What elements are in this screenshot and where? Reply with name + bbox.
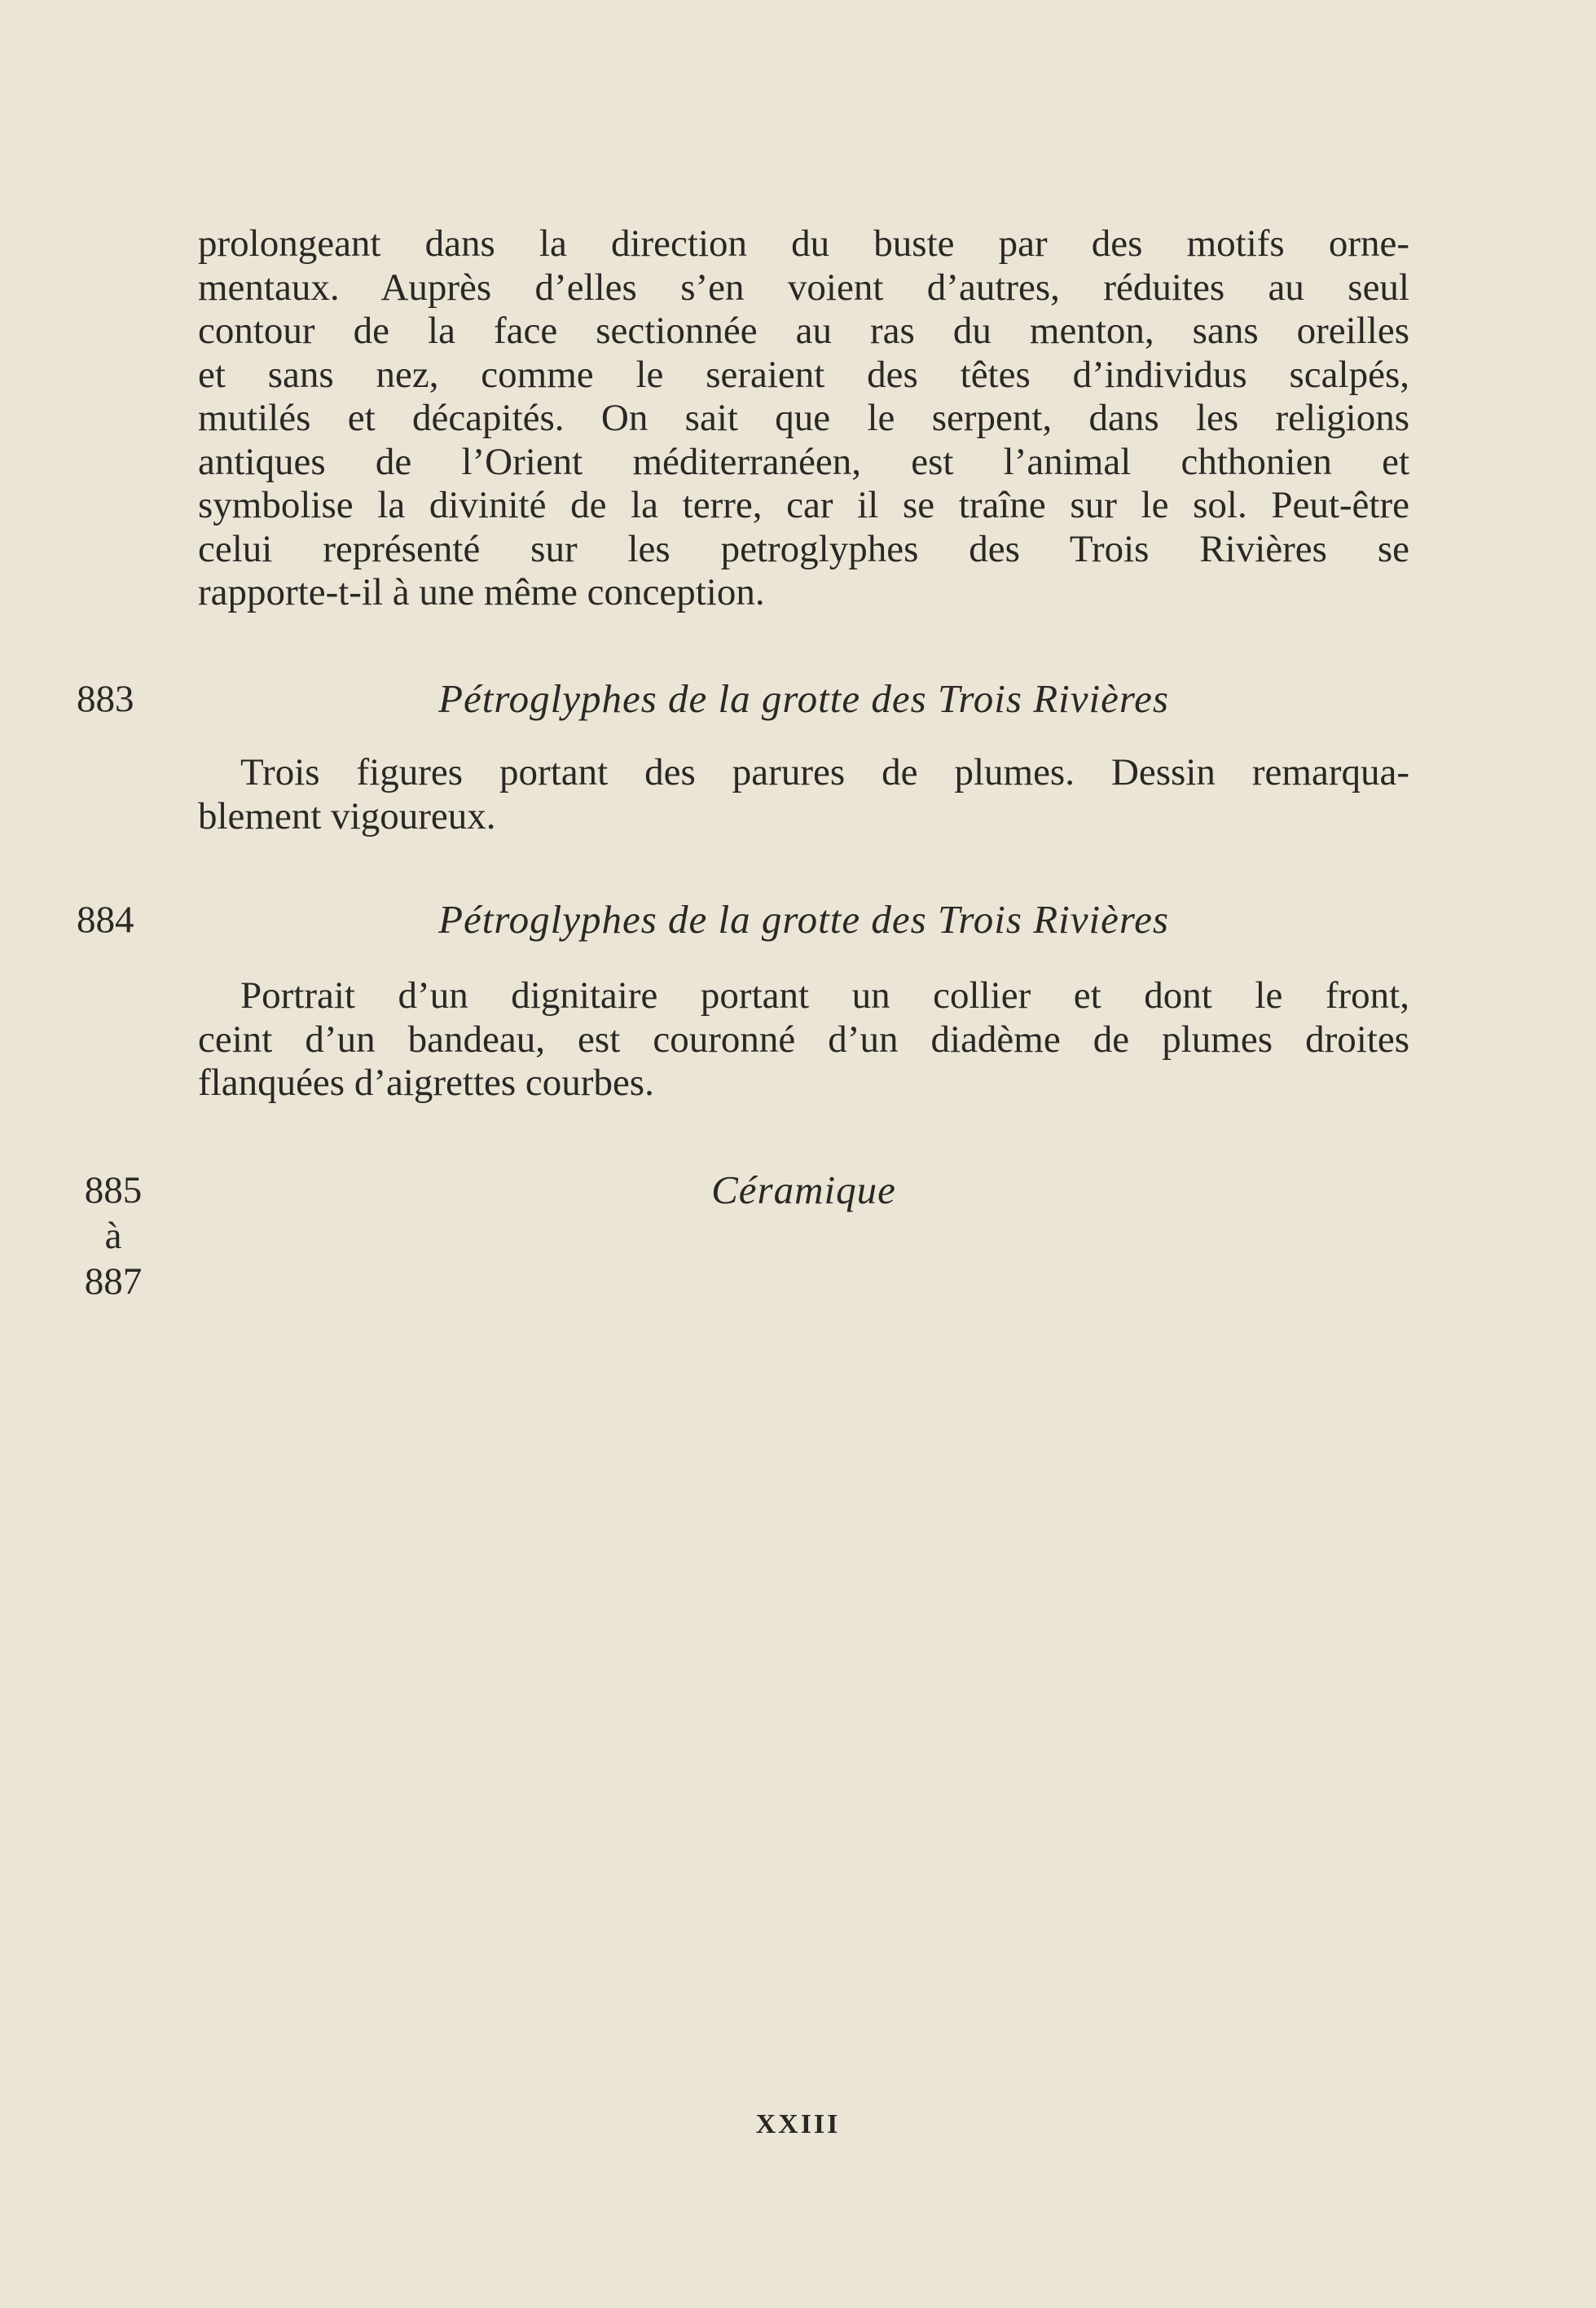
text-line: mutilés et décapités. On sait que le serpent, dans les religions	[198, 397, 1409, 439]
entry-number-from: 885	[84, 1169, 143, 1211]
text-line: celui représenté sur les petroglyphes des Trois Rivières se	[198, 527, 1409, 570]
entry-title: Pétroglyphes de la grotte des Trois Rivières	[438, 676, 1169, 721]
intro-paragraph	[198, 222, 1409, 615]
entry-description	[198, 751, 1409, 838]
page-folio: XXIII	[755, 2109, 841, 2139]
text-line: antiques de l’Orient méditerranéen, est l’animal chthonien et	[198, 440, 1409, 483]
entry-title: Céramique	[711, 1167, 896, 1212]
text-line: ceint d’un bandeau, est couronné d’un diadème de plumes droites	[198, 1018, 1409, 1061]
text-line: et sans nez, comme le seraient des têtes d’individus scalpés,	[198, 353, 1409, 396]
entry-title: Pétroglyphes de la grotte des Trois Rivières	[438, 897, 1169, 942]
entry-number-to: 887	[84, 1260, 143, 1303]
entry-number-range	[77, 1167, 150, 1304]
text-line: contour de la face sectionnée au ras du menton, sans oreilles	[198, 310, 1409, 352]
text-line: flanquées d’aigrettes courbes.	[198, 1062, 654, 1104]
text-line: mentaux. Auprès d’elles s’en voient d’autres, réduites au seul	[198, 266, 1409, 309]
text-line: rapporte-t-il à une même conception.	[198, 571, 765, 613]
entry-number: 884	[77, 899, 134, 941]
entry-number-separator: à	[104, 1215, 122, 1257]
entry-number: 883	[77, 678, 134, 720]
entry-description	[198, 974, 1409, 1106]
text-line: prolongeant dans la direction du buste par des motifs orne-	[198, 222, 1409, 265]
text-line: Portrait d’un dignitaire portant un collier et dont le front,	[240, 974, 1409, 1017]
text-line: symbolise la divinité de la terre, car il se traîne sur le sol. Peut-être	[198, 484, 1409, 526]
text-line: Trois figures portant des parures de plumes. Dessin remarqua-	[240, 751, 1409, 794]
text-line: blement vigoureux.	[198, 794, 496, 837]
